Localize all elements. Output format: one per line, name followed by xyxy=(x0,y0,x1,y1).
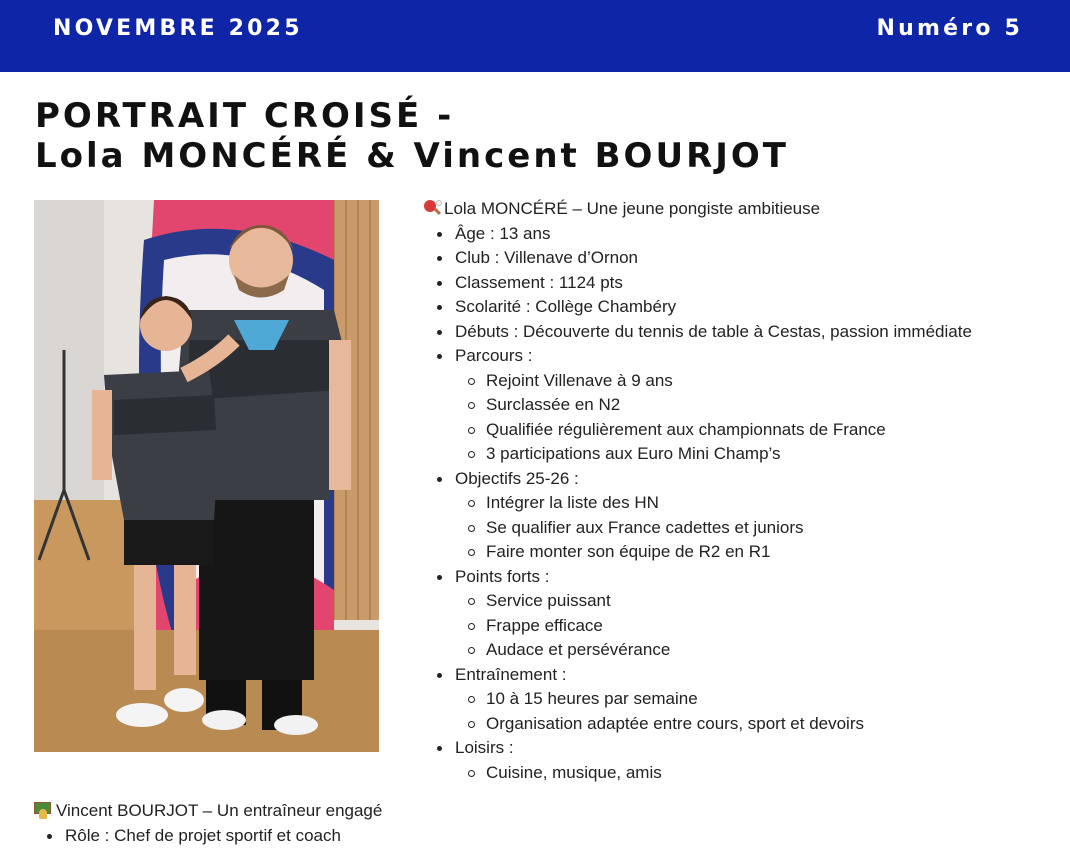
list-item: Rôle : Chef de projet sportif et coach xyxy=(65,824,734,849)
list-item: 10 à 15 heures par semaine xyxy=(486,687,1064,712)
list-item: Faire monter son équipe de R2 en R1 xyxy=(486,540,1064,565)
list-item-hobbies xyxy=(455,736,1064,785)
issue-number: Numéro 5 xyxy=(876,16,1023,41)
path-sublist xyxy=(455,369,1064,467)
vincent-profile xyxy=(34,799,734,848)
path-label: Parcours : xyxy=(455,346,533,365)
strengths-sublist xyxy=(455,589,1064,663)
page-title xyxy=(35,96,789,176)
ping-pong-paddle-icon xyxy=(424,200,440,216)
list-item: Organisation adaptée entre cours, sport et devoirs xyxy=(486,712,1064,737)
list-item: Frappe efficace xyxy=(486,614,1064,639)
list-item: Qualifiée régulièrement aux championnats de France xyxy=(486,418,1064,443)
list-item: Classement : 1124 pts xyxy=(455,271,1064,296)
list-item: Audace et persévérance xyxy=(486,638,1064,663)
vincent-heading xyxy=(34,799,734,824)
list-item-path xyxy=(455,344,1064,467)
lola-heading-text: Lola MONCÉRÉ – Une jeune pongiste ambitieuse xyxy=(444,199,821,218)
list-item: Club : Villenave d’Ornon xyxy=(455,246,1064,271)
list-item: 3 participations aux Euro Mini Champ’s xyxy=(486,442,1064,467)
list-item: Intégrer la liste des HN xyxy=(486,491,1064,516)
list-item: Scolarité : Collège Chambéry xyxy=(455,295,1064,320)
training-label: Entraînement : xyxy=(455,664,567,684)
strengths-label: Points forts : xyxy=(455,566,550,586)
newsletter-header xyxy=(0,0,1070,72)
portrait-photo xyxy=(34,200,379,752)
issue-month: NOVEMBRE 2025 xyxy=(53,16,303,41)
goals-label: Objectifs 25-26 : xyxy=(455,468,579,488)
lola-facts-list xyxy=(424,222,1064,786)
training-sublist xyxy=(455,687,1064,736)
page-title-line-1: PORTRAIT CROISÉ - xyxy=(35,96,455,136)
list-item: Débuts : Découverte du tennis de table à Cestas, passion immédiate xyxy=(455,320,1064,345)
list-item: Âge : 13 ans xyxy=(455,222,1064,247)
goals-sublist xyxy=(455,491,1064,565)
list-item-training xyxy=(455,663,1064,737)
list-item: Cuisine, musique, amis xyxy=(486,761,1064,786)
list-item-strengths xyxy=(455,565,1064,663)
lola-profile xyxy=(424,197,1064,785)
list-item: Service puissant xyxy=(486,589,1064,614)
vincent-facts-list xyxy=(34,824,734,849)
vincent-heading-text: Vincent BOURJOT – Un entraîneur engagé xyxy=(56,801,383,820)
hobbies-label: Loisirs : xyxy=(455,738,514,757)
page-title-line-2: Lola MONCÉRÉ & Vincent BOURJOT xyxy=(35,136,789,176)
list-item: Rejoint Villenave à 9 ans xyxy=(486,369,1064,394)
list-item: Surclassée en N2 xyxy=(486,393,1064,418)
hobbies-sublist xyxy=(455,761,1064,786)
photo-illustration xyxy=(34,200,379,752)
list-item: Se qualifier aux France cadettes et juniors xyxy=(486,516,1064,541)
coach-icon xyxy=(34,802,51,819)
list-item-goals xyxy=(455,467,1064,565)
lola-heading xyxy=(424,197,1064,222)
